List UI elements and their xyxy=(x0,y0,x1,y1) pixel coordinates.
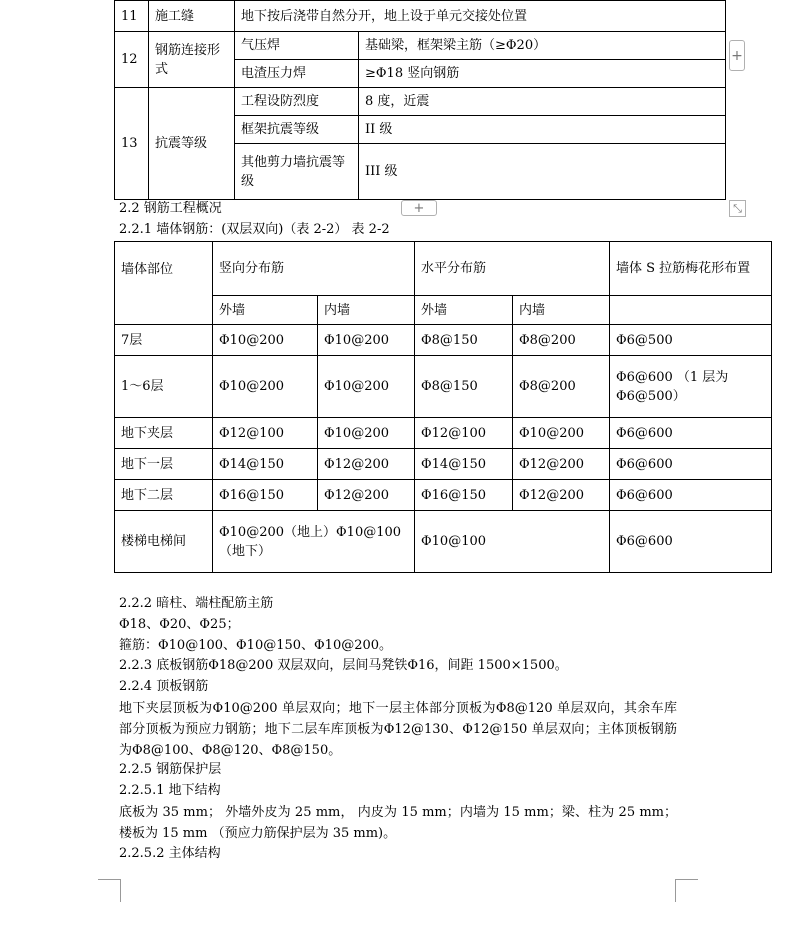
cell-s-bar: Φ6@600 xyxy=(610,511,772,573)
cell-vertical-outer: Φ10@200 xyxy=(213,325,318,356)
subheader-empty xyxy=(610,296,772,325)
engineering-summary-table xyxy=(114,0,726,200)
cell-horizontal-inner: Φ8@200 xyxy=(513,356,610,418)
sub-item-value: 基础梁，框架梁主筋（≥Φ20） xyxy=(359,32,726,60)
cell-part: 1～6层 xyxy=(115,356,213,418)
cell-horizontal-inner: Φ8@200 xyxy=(513,325,610,356)
wall-rebar-table xyxy=(114,241,772,573)
table-row xyxy=(115,511,772,573)
cell-s-bar: Φ6@500 xyxy=(610,325,772,356)
table-row xyxy=(115,356,772,418)
header-s-bar: 墙体 S 拉筋梅花形布置 xyxy=(610,242,772,296)
cell-vertical-inner: Φ12@200 xyxy=(318,449,415,480)
add-row-button[interactable]: + xyxy=(401,200,437,216)
section-heading: 2.2.1 墙体钢筋：(双层双向)（表 2-2） 表 2-2 xyxy=(119,222,390,237)
cell-part: 地下夹层 xyxy=(115,418,213,449)
cell-horizontal-inner: Φ10@200 xyxy=(513,418,610,449)
cell-horizontal: Φ10@100 xyxy=(415,511,610,573)
table-row xyxy=(115,325,772,356)
sub-item-name: 电渣压力焊 xyxy=(235,60,359,88)
page-corner-mark xyxy=(98,879,121,902)
section-heading: 2.2.4 顶板钢筋 xyxy=(119,679,209,694)
section-heading: 2.2.2 暗柱、端柱配筋主筋 xyxy=(119,596,274,611)
table-row xyxy=(115,32,726,60)
cell-horizontal-outer: Φ8@150 xyxy=(415,356,513,418)
section-heading: 2.2.5 钢筋保护层 xyxy=(119,762,222,777)
sub-item-value: ≥Φ18 竖向钢筋 xyxy=(359,60,726,88)
section-heading: 2.2.5.1 地下结构 xyxy=(119,783,221,798)
sub-item-value: III 级 xyxy=(359,144,726,200)
add-column-button[interactable]: + xyxy=(729,40,745,71)
page-corner-mark xyxy=(675,879,698,902)
row-label: 施工缝 xyxy=(149,1,235,32)
header-vertical: 竖向分布筋 xyxy=(213,242,415,296)
cell-part: 地下一层 xyxy=(115,449,213,480)
cell-horizontal-outer: Φ14@150 xyxy=(415,449,513,480)
cell-horizontal-inner: Φ12@200 xyxy=(513,449,610,480)
sub-item-name: 气压焊 xyxy=(235,32,359,60)
cell-vertical-inner: Φ10@200 xyxy=(318,356,415,418)
sub-item-name: 框架抗震等级 xyxy=(235,116,359,144)
cell-s-bar: Φ6@600 xyxy=(610,449,772,480)
cell-vertical-inner: Φ12@200 xyxy=(318,480,415,511)
table-row xyxy=(115,480,772,511)
subheader-horizontal-inner: 内墙 xyxy=(513,296,610,325)
table-row xyxy=(115,88,726,116)
cell-horizontal-outer: Φ16@150 xyxy=(415,480,513,511)
table-row xyxy=(115,418,772,449)
section-heading: 2.2.5.2 主体结构 xyxy=(119,846,221,861)
cell-part: 7层 xyxy=(115,325,213,356)
header-part: 墙体部位 xyxy=(115,242,213,325)
table-header-row xyxy=(115,242,772,296)
row-value: 地下按后浇带自然分开，地上设于单元交接处位置 xyxy=(235,1,726,32)
row-number: 11 xyxy=(115,1,149,32)
sub-item-value: 8 度，近震 xyxy=(359,88,726,116)
text-line: 箍筋：Φ10@100、Φ10@150、Φ10@200。 xyxy=(119,638,393,653)
row-number: 13 xyxy=(115,88,149,200)
subheader-vertical-outer: 外墙 xyxy=(213,296,318,325)
resize-handle-icon[interactable]: ⤡ xyxy=(729,200,746,217)
cell-vertical-outer: Φ12@100 xyxy=(213,418,318,449)
cell-horizontal-inner: Φ12@200 xyxy=(513,480,610,511)
sub-item-name: 其他剪力墙抗震等级 xyxy=(235,144,359,200)
cell-part: 楼梯电梯间 xyxy=(115,511,213,573)
sub-item-name: 工程设防烈度 xyxy=(235,88,359,116)
subheader-vertical-inner: 内墙 xyxy=(318,296,415,325)
paragraph: 地下夹层顶板为Φ10@200 单层双向；地下一层主体部分顶板为Φ8@120 单层双向，其余车库部分顶板为预应力钢筋；地下二层车库顶板为Φ12@130、Φ12@150 单层双向；主体顶板钢筋为Φ8@100、Φ8@120、Φ8@150。 xyxy=(119,701,677,758)
cell-vertical-outer: Φ14@150 xyxy=(213,449,318,480)
text-line: Φ18、Φ20、Φ25； xyxy=(119,617,240,632)
cell-horizontal-outer: Φ12@100 xyxy=(415,418,513,449)
cell-s-bar: Φ6@600 （1 层为Φ6@500） xyxy=(610,356,772,418)
cell-horizontal-outer: Φ8@150 xyxy=(415,325,513,356)
table-row xyxy=(115,1,726,32)
cell-s-bar: Φ6@600 xyxy=(610,480,772,511)
cell-vertical-inner: Φ10@200 xyxy=(318,325,415,356)
cell-s-bar: Φ6@600 xyxy=(610,418,772,449)
sub-item-value: II 级 xyxy=(359,116,726,144)
text-line: 2.2.3 底板钢筋Φ18@200 双层双向，层间马凳铁Φ16，间距 1500×1500。 xyxy=(119,658,568,673)
cell-part: 地下二层 xyxy=(115,480,213,511)
table-row xyxy=(115,449,772,480)
row-label: 钢筋连接形式 xyxy=(149,32,235,88)
row-label: 抗震等级 xyxy=(149,88,235,200)
paragraph: 底板为 35 mm； 外墙外皮为 25 mm， 内皮为 15 mm；内墙为 15 mm；梁、柱为 25 mm； 楼板为 15 mm （预应力筋保护层为 35 mm)。 xyxy=(119,805,677,841)
section-heading: 2.2 钢筋工程概况 xyxy=(119,201,222,216)
cell-vertical-outer: Φ16@150 xyxy=(213,480,318,511)
row-number: 12 xyxy=(115,32,149,88)
subheader-horizontal-outer: 外墙 xyxy=(415,296,513,325)
cell-vertical-inner: Φ10@200 xyxy=(318,418,415,449)
table-subheader-row xyxy=(115,296,772,325)
header-horizontal: 水平分布筋 xyxy=(415,242,610,296)
cell-vertical-outer: Φ10@200 xyxy=(213,356,318,418)
cell-vertical: Φ10@200（地上）Φ10@100（地下） xyxy=(213,511,415,573)
